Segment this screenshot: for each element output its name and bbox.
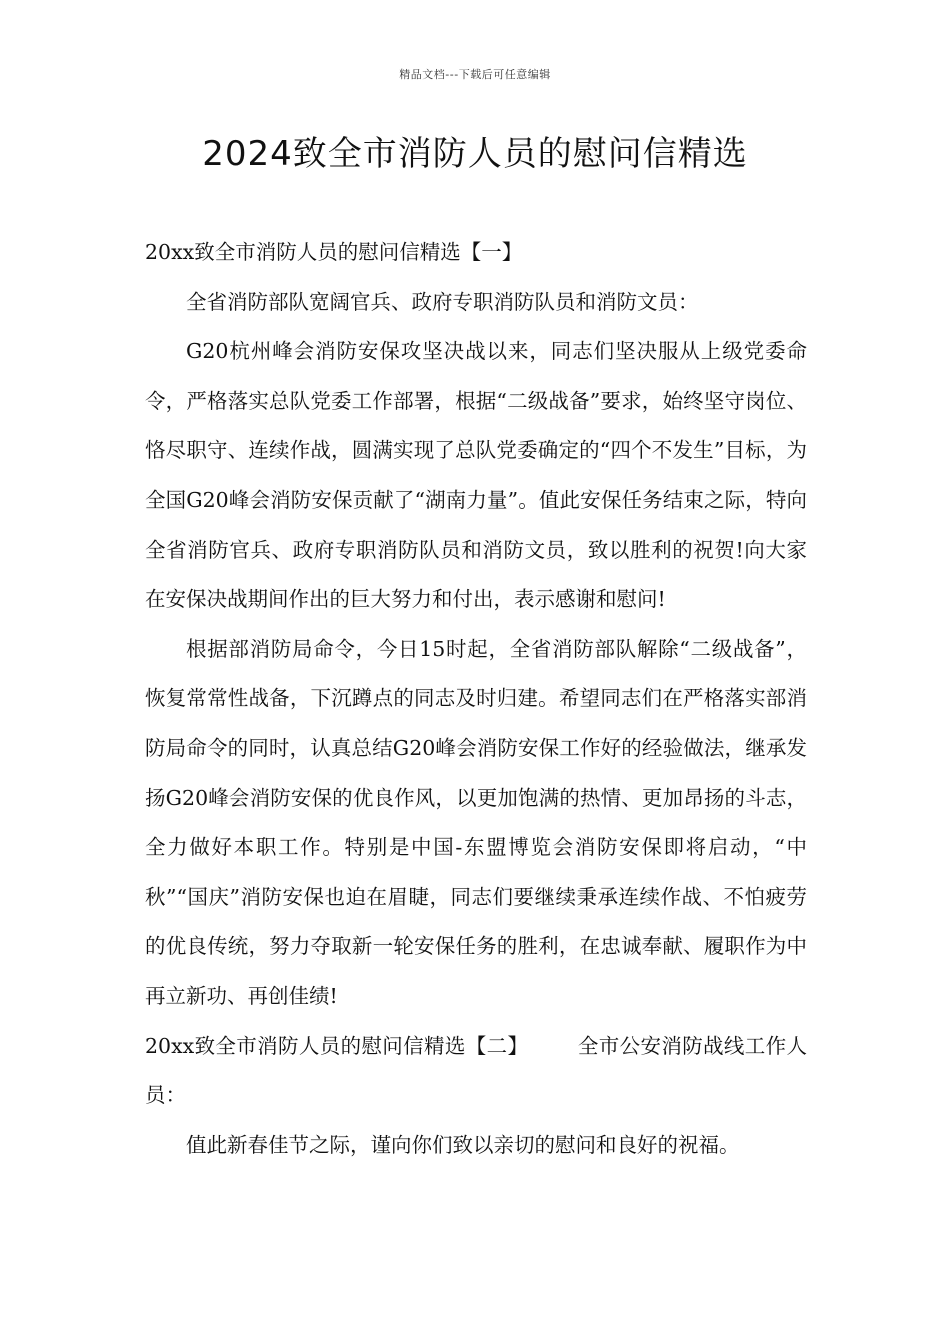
page-header-note: 精品文档---下载后可任意编辑 [399, 68, 551, 81]
section-heading-1: 20xx致全市消防人员的慰问信精选【一】 [145, 240, 523, 264]
document-title: 2024致全市消防人员的慰问信精选 [202, 134, 748, 174]
salutation-2: 全市公安消防战线工作人员： [145, 1033, 807, 1108]
section-heading-2: 20xx致全市消防人员的慰问信精选【二】 [145, 1033, 529, 1058]
paragraph-3: 值此新春佳节之际，谨向你们致以亲切的慰问和良好的祝福。 [186, 1132, 740, 1157]
document-body [145, 228, 807, 1170]
paragraph-2: 根据部消防局命令，今日15时起，全省消防部队解除“二级战备”，恢复常常性战备，下沉蹲点的同志及时归建。希望同志们在严格落实部消防局命令的同时，认真总结G20峰会消防安保工作好的经验做法，继承发扬G20峰会消防安保的优良作风，以更加饱满的热情、更加昂扬的斗志，全力做好本职工作。特别是中国-东盟博览会消防安保即将启动，“中秋”“国庆”消防安保也迫在眉睫，同志们要继续秉承连续作战、不怕疲劳的优良传统，努力夺取新一轮安保任务的胜利，在忠诚奉献、履职作为中再立新功、再创佳绩! [145, 636, 807, 1008]
section-2-line [145, 1022, 807, 1121]
salutation-1: 全省消防部队宽阔官兵、政府专职消防队员和消防文员： [186, 289, 699, 314]
paragraph-1: G20杭州峰会消防安保攻坚决战以来，同志们坚决服从上级党委命令，严格落实总队党委工作部署，根据“二级战备”要求，始终坚守岗位、恪尽职守、连续作战，圆满实现了总队党委确定的“四个不发生”目标，为全国G20峰会消防安保贡献了“湖南力量”。值此安保任务结束之际，特向全省消防官兵、政府专职消防队员和消防文员，致以胜利的祝贺!向大家在安保决战期间作出的巨大努力和付出，表示感谢和慰问! [145, 339, 807, 612]
